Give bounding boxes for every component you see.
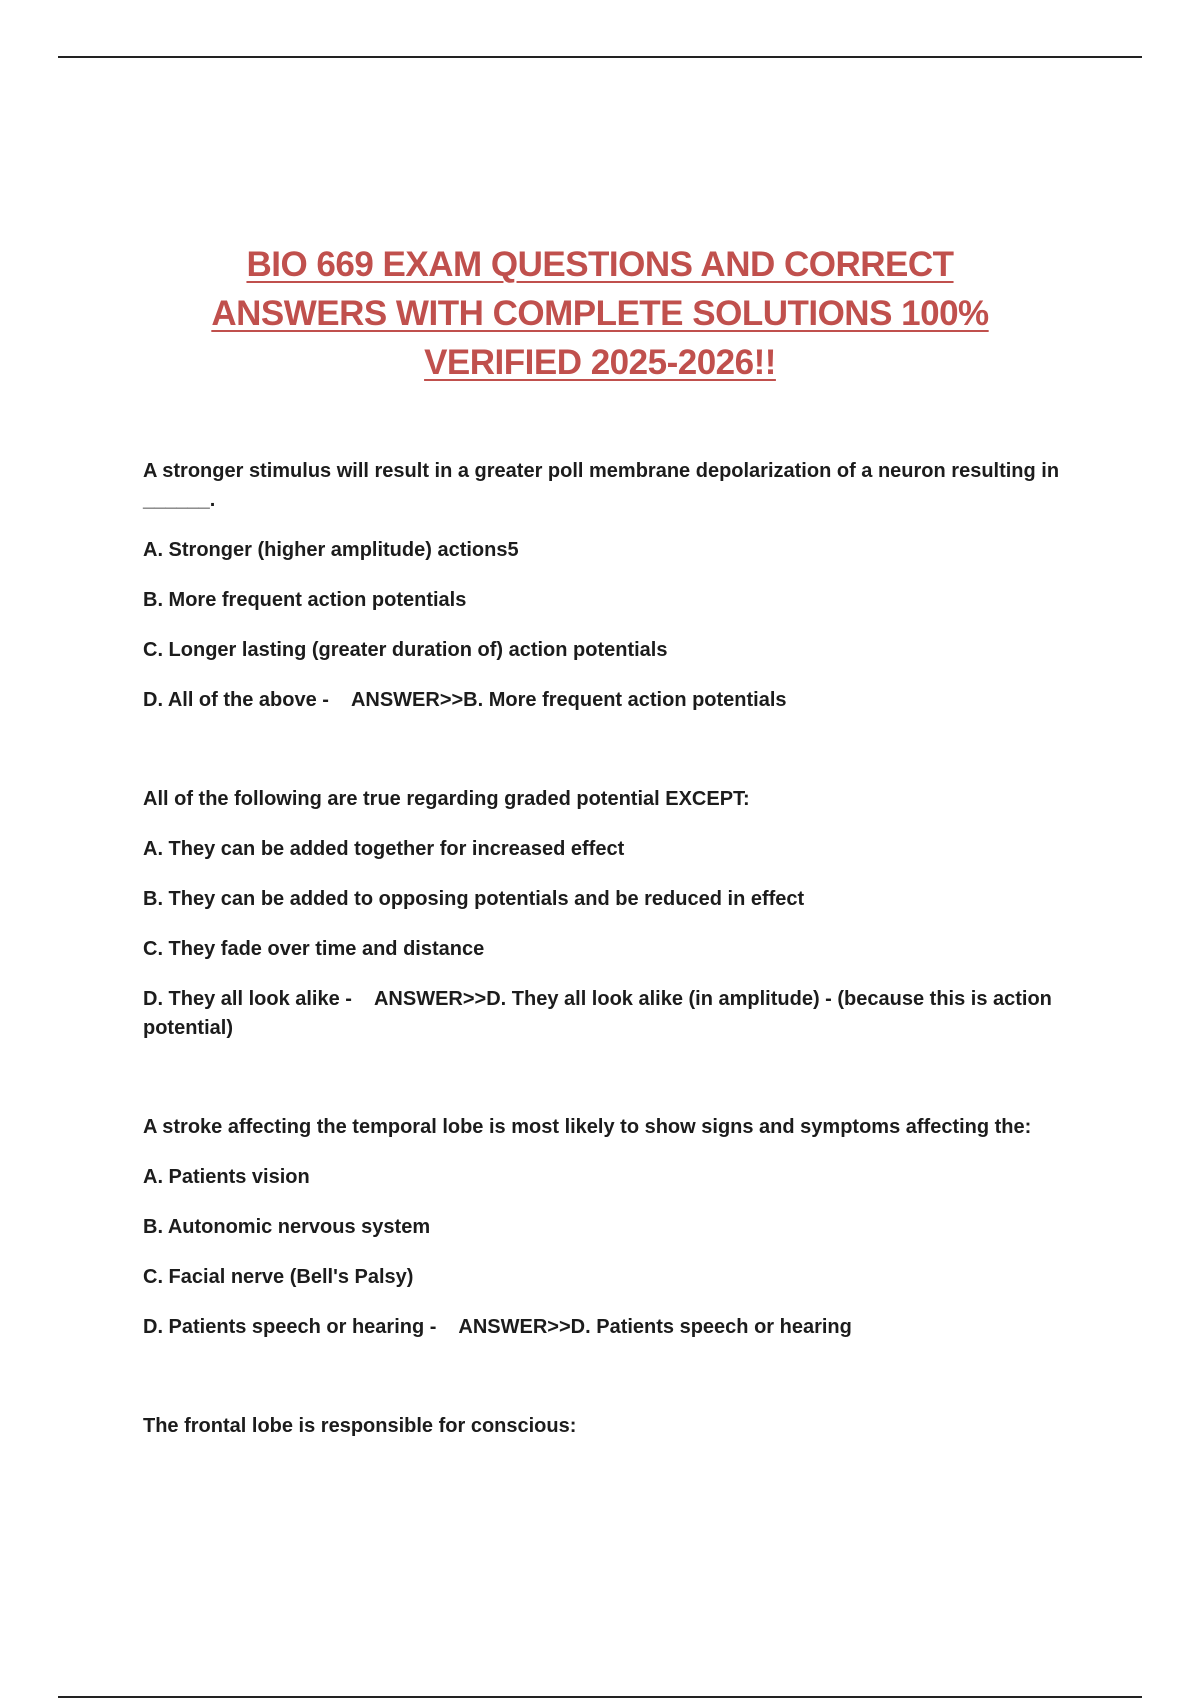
- title-line-3: VERIFIED 2025-2026!!: [424, 343, 776, 382]
- answer-text: ANSWER>>D. Patients speech or hearing: [458, 1316, 852, 1338]
- option-a: A. They can be added together for increased effect: [143, 838, 625, 860]
- option-b: B. More frequent action potentials: [143, 589, 467, 611]
- question-text: A stronger stimulus will result in a greater poll membrane depolarization of a neuron resulting in ______.: [143, 460, 1060, 511]
- option-b: B. Autonomic nervous system: [143, 1216, 431, 1238]
- option-b: B. They can be added to opposing potentials and be reduced in effect: [143, 888, 805, 910]
- answer-text: ANSWER>>B. More frequent action potentials: [350, 689, 787, 711]
- question-list: [143, 457, 1103, 1441]
- spacer: [143, 1043, 1103, 1113]
- question-3: [143, 1113, 1103, 1342]
- question-2: [143, 785, 1103, 1043]
- option-a: A. Stronger (higher amplitude) actions5: [143, 539, 519, 561]
- question-4: [143, 1412, 1103, 1441]
- option-a: A. Patients vision: [143, 1166, 310, 1188]
- option-d: D. Patients speech or hearing -: [143, 1316, 437, 1338]
- question-text: The frontal lobe is responsible for conscious:: [143, 1415, 577, 1437]
- option-d-with-answer: [143, 686, 1103, 715]
- title-line-2: ANSWERS WITH COMPLETE SOLUTIONS 100%: [211, 294, 989, 333]
- option-d-with-answer: [143, 1313, 1103, 1342]
- option-c: C. They fade over time and distance: [143, 938, 485, 960]
- option-d: D. All of the above -: [143, 689, 329, 711]
- document-title: [150, 240, 1050, 387]
- option-d-with-answer: [143, 985, 1103, 1043]
- question-1: [143, 457, 1103, 715]
- option-c: C. Facial nerve (Bell's Palsy): [143, 1266, 414, 1288]
- question-text: A stroke affecting the temporal lobe is most likely to show signs and symptoms affecting the:: [143, 1116, 1032, 1138]
- spacer: [143, 715, 1103, 785]
- title-line-1: BIO 669 EXAM QUESTIONS AND CORRECT: [246, 245, 954, 284]
- spacer: [143, 1342, 1103, 1412]
- answer-text: ANSWER>>D. They all look alike (in amplitude) - (because this is action potential): [143, 988, 1052, 1039]
- option-c: C. Longer lasting (greater duration of) action potentials: [143, 639, 668, 661]
- top-rule: [58, 56, 1142, 58]
- bottom-rule: [58, 1696, 1142, 1698]
- question-text: All of the following are true regarding graded potential EXCEPT:: [143, 788, 750, 810]
- option-d: D. They all look alike -: [143, 988, 352, 1010]
